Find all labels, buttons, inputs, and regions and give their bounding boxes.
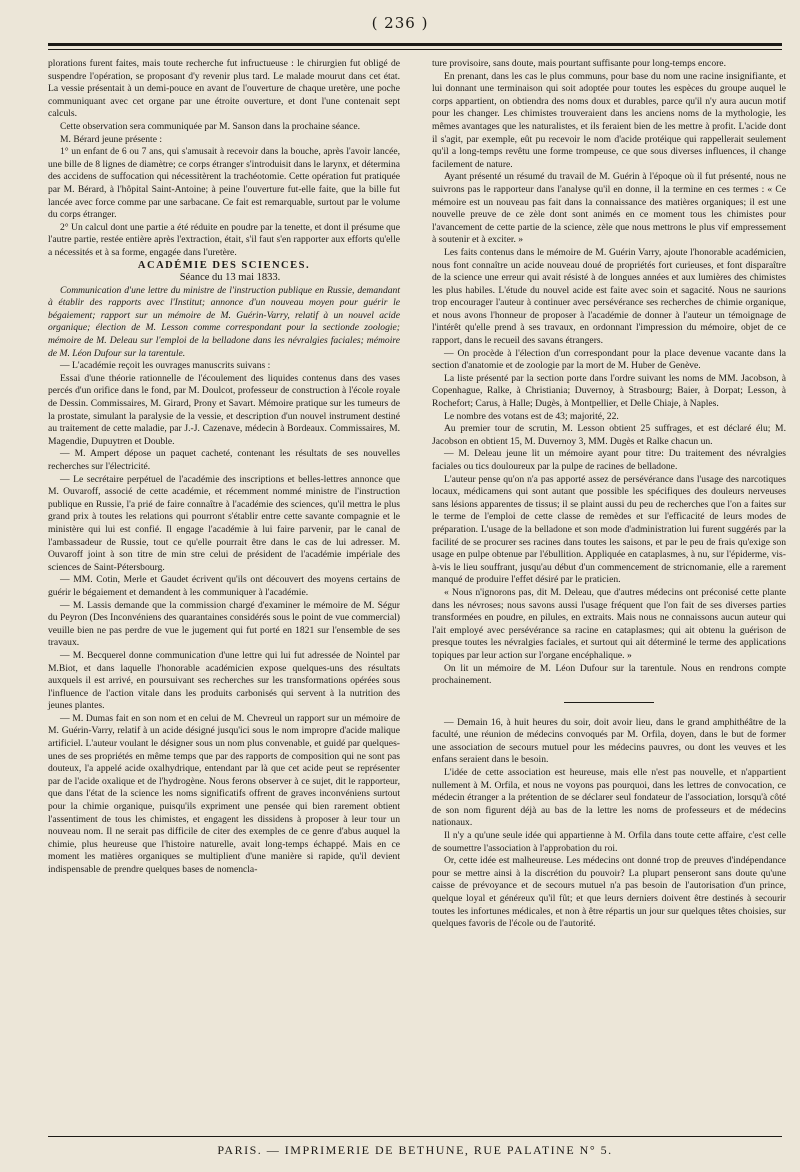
paragraph: — M. Deleau jeune lit un mémoire ayant pour titre: Du traitement des névralgies faciales ou tics douloureux par la pulpe de racines de belladone. — [432, 448, 786, 472]
paragraph: Cette observation sera communiquée par M. Sanson dans la prochaine séance. — [60, 120, 360, 132]
header-rule — [48, 43, 782, 46]
paragraph: L'auteur pense qu'on n'a pas apporté assez de persévérance dans l'usage des narcotiques locaux, médicamens qui sont autant que possible les spécifiques des douleurs nerveuses sans lésions apparentes de tissus; il se plaint aussi du peu de recherches que l'on a faites sur le terme de l'emploi de cette classe de remèdes et sur l'efficacité de leurs modes de préparation. L'usage de la belladone et son mode d'administration lui furent suggérés par la facilité de se procurer ses racines dans toutes les saisons, et par le peu de frais qu'exige son usage en pulpe obtenue par l'ébullition. Appliquée en cataplasmes, à nu, sur l'épiderme, vis-à-vis le lieu souffrant, jusqu'au début d'un commencement de stricnomanie, elle a rarement manqué de produire l'effet désiré par le praticien. — [432, 473, 786, 586]
paragraph: 2° Un calcul dont une partie a été réduite en poudre par la tenette, et dont il présume que l'autre partie, restée entière après l'extraction, était, s'il faut s'en rapporter aux efforts qu'elle a nécessités et à sa forme, engagée dans l'uretère. — [48, 221, 400, 258]
paragraph: — Demain 16, à huit heures du soir, doit avoir lieu, dans le grand amphithéâtre de la faculté, une réunion de médecins convoqués par M. Orfila, doyen, dans le but de former une association de secours mutuel pour les médecins pauvres, ou dont les veuves et les enfans seraient dans le besoin. — [432, 716, 786, 766]
paragraph: Les faits contenus dans le mémoire de M. Guérin Varry, ajoute l'honorable académicien, nous font connaître un acide nouveau doué de propriétés fort curieuses, et font disparaître de la science une erreur qui avait résisté à de longues années et aux lumières des chimistes les plus habiles. L'étude du nouvel acide est faite avec soin et sagacité. Nous ne saurions trop encourager l'auteur à continuer avec persévérance ses recherches de chimie organique, et nous avons l'honneur de proposer à l'académie de donner à l'auteur un témoignage de l'intérêt qu'elle prend à ses travaux, en ordonnant l'impression du mémoire, objet de ce rapport, dans le recueil des savans étrangers. — [432, 246, 786, 347]
section-title: ACADÉMIE DES SCIENCES. — [137, 259, 311, 271]
header-rule-thin — [48, 49, 782, 50]
paragraph: Le nombre des votans est de 43; majorité, 22. — [444, 410, 619, 422]
paragraph: Ayant présenté un résumé du travail de M. Guérin à l'époque où il fut présenté, nous ne suivrons pas le rapporteur dans l'analyse qu'il en donne, il la termine en ces termes : « Ce mémoire est un nouveau pas fait dans la connaissance des matières organiques; il est une nouvelle preuve de ce zèle dont sont animés en ce moment tous les chimistes pour l'avancement de cette partie de la science, zèle que nous mettrons le plus vif empressement à soutenir et à exciter. » — [432, 171, 786, 246]
paragraph: ture provisoire, sans doute, mais pourtant suffisante pour long-temps encore. — [432, 58, 726, 69]
paragraph: plorations furent faites, mais toute recherche fut infructueuse : le chirurgien fut obligé de suspendre l'opération, se proposant d'y revenir plus tard. Le malade mourut dans cet état. La vessie présentait à un demi-pouce en avant de l'ouverture de chaque uretère, une poche communiquant avec cet organe par une étroite ouverture, et dont l'une contenait sept calculs. — [48, 58, 400, 120]
right-column — [432, 58, 786, 931]
paragraph: M. Bérard jeune présente : — [60, 133, 163, 145]
paragraph: — L'académie reçoit les ouvrages manuscrits suivans : — [60, 360, 271, 372]
paragraph: — Le secrétaire perpétuel de l'académie des inscriptions et belles-lettres annonce que M. Ouvaroff, associé de cette académie, et récemment nommé ministre de l'instruction publique en Russie, l'a prié de faire connaître à l'académie des sciences, qu'il mettra le plus grand prix à toutes les relations qui pourront s'établir entre cette savante compagnie et le ministère qui lui est confié. Il engage l'académie à lui faire parvenir, par le canal de l'ambassadeur de Russie, tout ce qu'elle pourrait être dans le cas de lui adresser. M. Ouvaroff joint à son titre de min stre celui de président de l'académie impériale des sciences de Saint-Pétersbourg. — [48, 473, 400, 573]
section-divider — [564, 702, 654, 703]
printer-imprint: PARIS. — IMPRIMERIE DE BETHUNE, RUE PALATINE N° 5. — [48, 1136, 782, 1158]
paragraph: — On procède à l'élection d'un correspondant pour la place devenue vacante dans la section d'anatomie et de zoologie par la mort de M. Huber de Genève. — [432, 347, 786, 372]
left-column — [48, 58, 400, 877]
paragraph: En prenant, dans les cas le plus communs, pour base du nom une racine insignifiante, et lui donnant une terminaison qui soit adoptée pour toutes les espèces du groupe auquel le corps appartient, on obtiendra des noms doux et durables, parce qu'il n'y aura aucun motif pour les changer. Les chimistes trouveraient dans les anciens noms de la mythologie, les mêmes avantages que les naturalistes, et ils feraient bien de les mettre à profit. L'acide dont il s'agit, par exemple, eût pu recevoir le nom d'acide protéique qui rappellerait seulement qu'il a long-temps revêtu une forme trompeuse, ce que sous diverses influences, il change facilement de nature. — [432, 70, 786, 170]
paragraph: 1° un enfant de 6 ou 7 ans, qui s'amusait à recevoir dans la bouche, après l'avoir lancée, une bille de 8 lignes de diamètre; ce corps étranger s'introduisit dans le larynx, et détermina des accidens de suffocation qui nécessitèrent la trachéotomie. Cette opération fut pratiquée par M. Bérard, à l'hôpital Saint-Antoine; à peine l'ouverture fut-elle faite, que la bille fut lancée avec force comme par une sarbacane. Ce fait est remarquable, surtout par le volume du corps étranger. — [48, 146, 400, 221]
paragraph: Or, cette idée est malheureuse. Les médecins ont donné trop de preuves d'indépendance pour se mettre ainsi à la discrétion du pouvoir? La plupart penseront sans doute qu'une caisse de prévoyance et de secours mutuel n'a pas besoin de l'autorisation d'un prince, quelque loyal et généreux qu'il fût; et que leurs derniers doivent être destinés à secourir toutes les infortunes médicales, et non à être répartis un jour sur quelques têtes choisies, sur quelques favoris de l'école ou de l'autorité. — [432, 855, 786, 930]
paragraph: — M. Ampert dépose un paquet cacheté, contenant les résultats de ses nouvelles recherches sur l'électricité. — [48, 448, 400, 472]
paragraph: — M. Becquerel donne communication d'une lettre qui lui fut adressée de Nointel par M.Biot, et dans laquelle l'honorable académicien expose quelques-uns des résultats auxquels il est arrivé, en poursuivant ses recherches sur les transformations opérées sous l'influence de l'action vitale dans les produits carbonisés qui servent à la nutrition des jeunes plantes. — [48, 649, 400, 712]
paragraph: Il n'y a qu'une seule idée qui appartienne à M. Orfila dans toute cette affaire, c'est celle de soumettre l'association à l'approbation du roi. — [432, 830, 786, 854]
paragraph: La liste présenté par la section porte dans l'ordre suivant les noms de MM. Jacobson, à Copenhague, Ralke, à Christiania; Duvernoy, à Strasbourg; Baier, à Dorpat; Lesson, à Rochefort; Carus, à Halle; Dugès, à Montpellier, et Delle Chiaje, à Naples. — [432, 372, 786, 410]
paragraph: « Nous n'ignorons pas, dit M. Deleau, que d'autres médecins ont préconisé cette plante dans les névroses; nous savons aussi l'usage fréquent que l'on fait de ses diverses parties transformées en poudre, en pilules, en extraits. Mais nous ne connaissons aucun auteur qui l'ait employé avec persévérance sa racine en cataplasmes; qui ait obtenu la guérison de presque toutes les névralgies faciales, et surtout qui ait déterminé le terme des applications topiques par leur action sur l'organe encéphalique. » — [432, 586, 786, 661]
paragraph: On lit un mémoire de M. Léon Dufour sur la tarentule. Nous en rendrons compte prochainement. — [432, 662, 786, 687]
session-summary: Communication d'une lettre du ministre de l'instruction publique en Russie, demandant à établir des rapports avec l'Institut; annonce d'un nouveau moyen pour guérir le bégaiement; rapport sur un mémoire de M. Guérin-Varry, relatif à un nouvel acide organique; élection de M. Lesson comme correspondant pour la sectionde zoologie; mémoire de M. Deleau sur l'emploi de la belladone dans les névralgies faciales; mémoire de M. Léon Dufour sur la tarentule. — [48, 284, 400, 359]
paragraph: Au premier tour de scrutin, M. Lesson obtient 25 suffrages, et est déclaré élu; M. Jacobson en obtient 15, M. Duvernoy 3, MM. Dugès et Ralke chacun un. — [432, 423, 786, 447]
paragraph: Essai d'une théorie rationnelle de l'écoulement des liquides contenus dans des vases percés d'un orifice dans le fond, par M. Doulcot, professeur de construction à l'école royale de Dessin. Commissaires, M. Girard, Prony et Savart. Mémoire pratique sur les tumeurs de la prostate, simulant la paralysie de la vessie, et description d'un nouvel instrument destiné au traitement de cette maladie, par J.-J. Cazenave, médecin à Bordeaux. Commissaires, M. Magendie, Dupuytren et Double. — [48, 372, 400, 447]
paragraph: — MM. Cotin, Merle et Gaudet écrivent qu'ils ont découvert des moyens certains de guérir le bégaiement et demandent à les communiquer à l'académie. — [48, 574, 400, 598]
page-number: ( 236 ) — [371, 14, 429, 32]
paragraph: L'idée de cette association est heureuse, mais elle n'est pas nouvelle, et n'appartient nullement à M. Orfila, et nous ne voyons pas pourquoi, dans les lettres de convocation, ce médecin étranger a la prétention de se déclarer seul fondateur de l'association, lorsqu'à côté de son nom figurent déjà au bas de la lettre les noms de professeurs et de médecins nationaux. — [432, 767, 786, 829]
paragraph: — M. Lassis demande que la commission chargé d'examiner le mémoire de M. Ségur du Peyron (Des Inconvéniens des quarantaines considérés sous le point de vue commercial) veuille bien ne pas perdre de vue le jugement qui fut porté en 1821 sur l'ensemble de ses travaux. — [48, 599, 400, 649]
paragraph: — M. Dumas fait en son nom et en celui de M. Chevreul un rapport sur un mémoire de M. Guérin-Varry, relatif à un acide désigné jusqu'ici sous le nom impropre d'acide malique artificiel. L'auteur voulant le désigner sous un nom plus convenable, et guidé par quelques-unes de ses propriétés en même temps que par des rapports de composition qui ne sont pas douteux, l'a appelé acide oxalhydrique, entendant par là que cet acide peut se représenter par de l'acide oxalique et de l'hydrogène. Nous ferons observer à ce sujet, dit le rapporteur, que dans l'état de la science les noms significatifs offrent de graves inconvéniens surtout pour la chimie organique, puisqu'ils expriment une pensée qui bien rarement obtient l'assentiment de tous les chimistes, et engagent les dissidens à proposer à leur tour un nouveau nom. Il ne serait pas difficile de citer des exemples de ce genre d'abus auquel la chimie, plus heureuse que l'histoire naturelle, avait long-temps échappé. Mais en ce moment les matières organiques se multiplient d'une manière si rapide, qu'il devient indispensable de prendre quelques bases de nomencla- — [48, 712, 400, 875]
session-date: Séance du 13 mai 1833. — [179, 272, 281, 284]
